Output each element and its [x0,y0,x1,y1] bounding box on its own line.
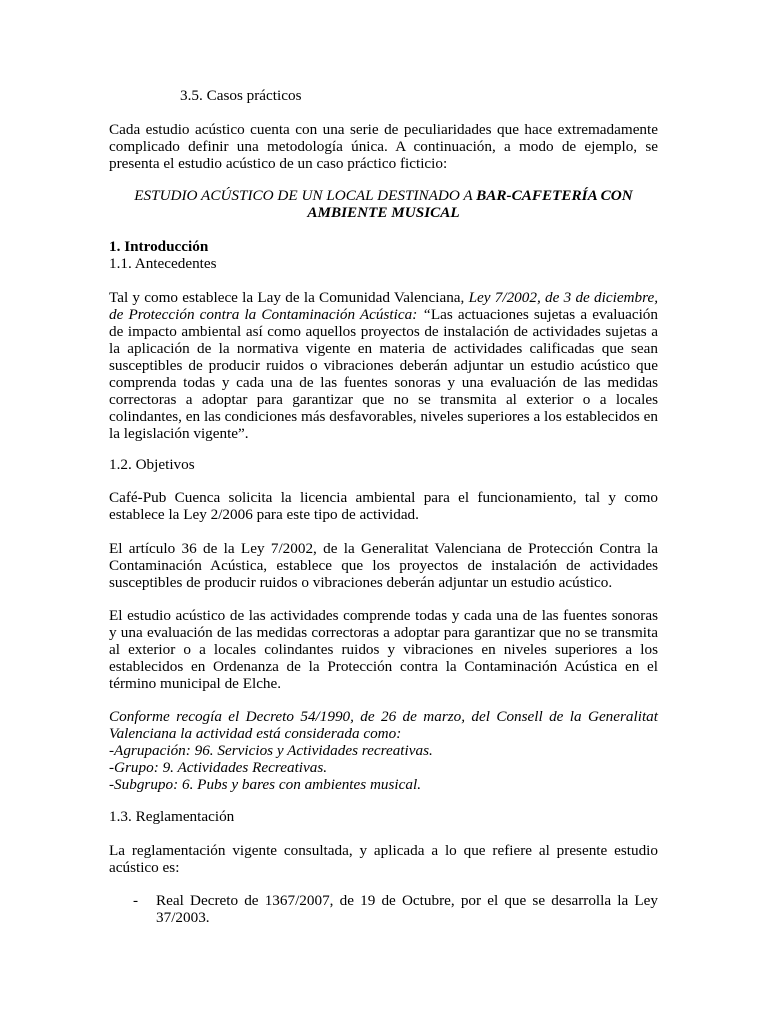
list-bullet: - [133,892,139,909]
reglamentacion-heading: 1.3. Reglamentación [109,808,235,825]
antecedentes-heading: 1.1. Antecedentes [109,255,217,272]
objetivos-paragraph-3: El estudio acústico de las actividades comprende todas y cada una de las fuentes sonoras y una evaluación de las medidas correctoras a adoptar para garantizar que no se transmita al exterior o a locales colindantes ruidos y vibraciones en niveles superiores a los establecidos en Ordenanza de la Protección contra la Contaminación Acústica en el término municipal de Elche. [109,607,658,692]
study-title-italic: ESTUDIO ACÚSTICO DE UN LOCAL DESTINADO A [134,187,477,204]
classification-grupo: -Grupo: 9. Actividades Recreativas. [109,759,328,776]
section-heading: 3.5. Casos prácticos [180,87,302,104]
antecedentes-lead: Tal y como establece la Lay de la Comunidad Valenciana, [109,289,469,306]
study-title-bold-1: BAR-CAFETERÍA CON [476,187,633,204]
reglamentacion-list [109,892,658,926]
study-title [109,187,658,221]
list-item-text: Real Decreto de 1367/2007, de 19 de Octubre, por el que se desarrolla la Ley 37/2003. [156,892,658,926]
objetivos-paragraph-1: Café-Pub Cuenca solicita la licencia ambiental para el funcionamiento, tal y como establece la Ley 2/2006 para este tipo de actividad. [109,489,658,523]
objetivos-paragraph-2: El artículo 36 de la Ley 7/2002, de la Generalitat Valenciana de Protección Contra la Contaminación Acústica, establece que los proyectos de instalación de actividades susceptibles de producir ruidos o vibraciones deberán adjuntar un estudio acústico. [109,540,658,591]
classification-block [109,708,658,793]
classification-agrupacion: -Agrupación: 96. Servicios y Actividades recreativas. [109,742,433,759]
antecedentes-paragraph [109,289,658,442]
classification-subgrupo: -Subgrupo: 6. Pubs y bares con ambientes musical. [109,776,422,793]
reglamentacion-paragraph: La reglamentación vigente consultada, y aplicada a lo que refiere al presente estudio acústico es: [109,842,658,876]
intro-paragraph: Cada estudio acústico cuenta con una serie de peculiaridades que hace extremadamente complicado definir una metodología única. A continuación, a modo de ejemplo, se presenta el estudio acústico de un caso práctico ficticio: [109,121,658,172]
study-title-bold-2: AMBIENTE MUSICAL [307,204,460,221]
classification-intro: Conforme recogía el Decreto 54/1990, de 26 de marzo, del Consell de la Generalitat Valenciana la actividad está considerada como: [109,708,658,742]
list-item [109,892,658,926]
introduccion-heading: 1. Introducción [109,238,209,255]
law-quote: Las actuaciones sujetas a evaluación de impacto ambiental así como aquellos proyectos de instalación de actividades sujetas a la aplicación de la normativa vigente en materia de actividades calificadas que sean susceptibles de producir ruidos o vibraciones deberán adjuntar un estudio acústico que comprenda todas y cada una de las fuentes sonoras y una evaluación de las medidas correctoras a adoptar para garantizar que no se transmita al exterior o a locales colindantes, en las condiciones más desfavorables, niveles superiores a los establecidos en la legislación vigente”. [109,306,658,442]
objetivos-heading: 1.2. Objetivos [109,456,195,473]
law-citation: Ley 7/2002, de 3 de diciembre, de Protección contra la Contaminación Acústica: “ [109,289,659,323]
